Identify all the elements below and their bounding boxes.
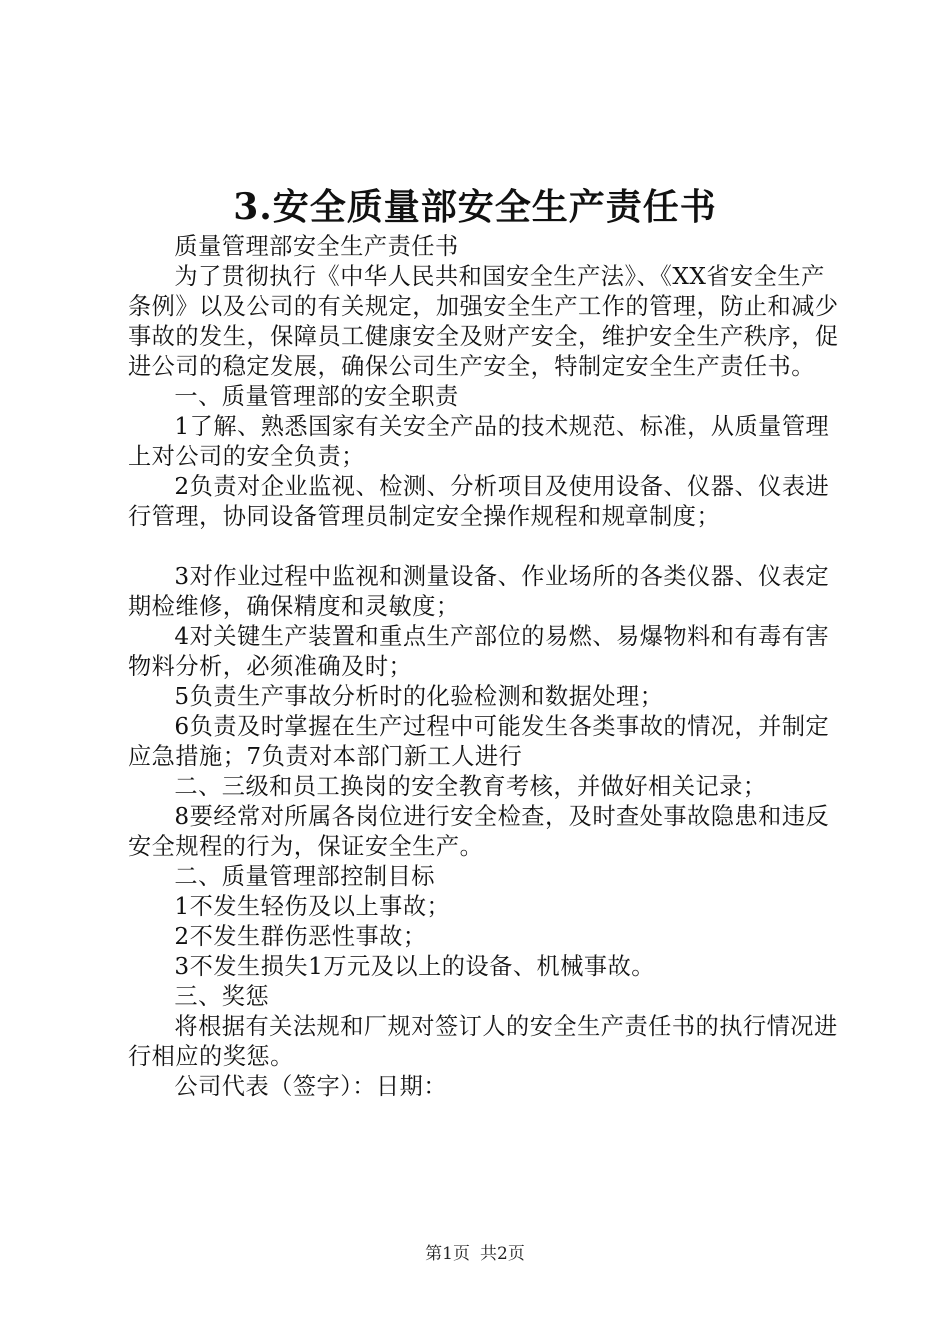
document-body: [128, 232, 848, 1102]
duty-item-4: 4对关键生产装置和重点生产部位的易燃、易爆物料和有毒有害物料分析，必须准确及时；: [128, 623, 830, 680]
duty-item-2: 2负责对企业监视、检测、分析项目及使用设备、仪器、仪表进行管理，协同设备管理员制定安全操作规程和规章制度；: [128, 473, 830, 530]
rewards-paragraph: 将根据有关法规和厂规对签订人的安全生产责任书的执行情况进行相应的奖惩。: [128, 1013, 838, 1070]
duty-item-3: 3对作业过程中监视和测量设备、作业场所的各类仪器、仪表定期检维修，确保精度和灵敏度；: [128, 563, 830, 620]
duty-item-6-7: 6负责及时掌握在生产过程中可能发生各类事故的情况，并制定应急措施；7负责对本部门新工人进行: [128, 713, 830, 770]
doc-subtitle: 质量管理部安全生产责任书: [174, 233, 459, 260]
section-heading-duties: 一、质量管理部的安全职责: [174, 383, 459, 410]
duty-item-7-continued: 二、三级和员工换岗的安全教育考核，并做好相关记录；: [174, 773, 767, 800]
page-footer: [0, 1241, 950, 1267]
section-heading-targets: 二、质量管理部控制目标: [174, 863, 435, 890]
intro-paragraph: 为了贯彻执行《中华人民共和国安全生产法》、《XX省安全生产条例》以及公司的有关规定，加强安全生产工作的管理，防止和减少事故的发生，保障员工健康安全及财产安全，维护安全生产秩序，促进公司的稳定发展，确保公司生产安全，特制定安全生产责任书。: [128, 263, 839, 380]
target-item-2: 2不发生群伤恶性事故；: [174, 923, 427, 950]
page-number: 第1页: [425, 1244, 470, 1264]
document-title: 3.安全质量部安全生产责任书: [233, 186, 717, 228]
duty-item-5: 5负责生产事故分析时的化验检测和数据处理；: [174, 683, 664, 710]
page-total: 共2页: [480, 1244, 525, 1264]
target-item-1: 1不发生轻伤及以上事故；: [174, 893, 451, 920]
signature-line: 公司代表（签字）：日期：: [174, 1073, 448, 1100]
target-item-3: 3不发生损失1万元及以上的设备、机械事故。: [174, 953, 655, 980]
duty-item-8: 8要经常对所属各岗位进行安全检查，及时查处事故隐患和违反安全规程的行为，保证安全生产。: [128, 803, 830, 860]
section-heading-rewards: 三、奖惩: [174, 983, 270, 1010]
duty-item-1: 1了解、熟悉国家有关安全产品的技术规范、标准，从质量管理上对公司的安全负责；: [128, 413, 830, 470]
